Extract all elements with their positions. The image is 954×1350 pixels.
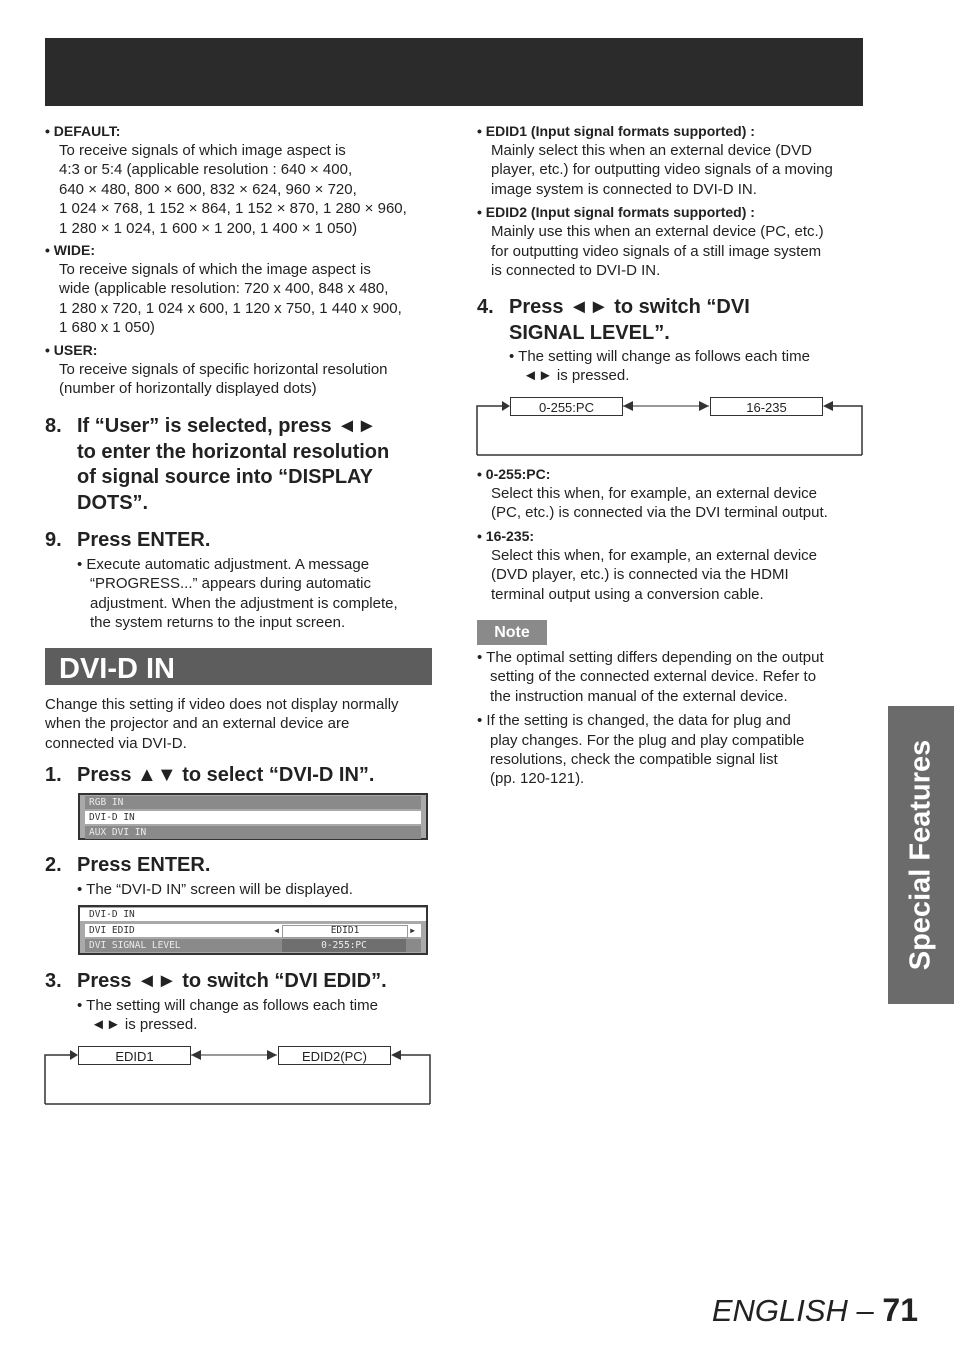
right-column-top bbox=[477, 122, 867, 280]
edid1-text: Mainly select this when an external device (DVD player, etc.) for outputting video signals of a moving image system is connected to DVI-D IN. bbox=[491, 142, 833, 198]
video-heading: • 16-235: bbox=[477, 527, 867, 546]
user-text: To receive signals of specific horizontal resolution (number of horizontally displayed dots) bbox=[59, 360, 388, 398]
input-menu-screen bbox=[78, 793, 428, 840]
right-column-mid bbox=[477, 465, 867, 604]
side-tab-label: Special Features bbox=[904, 739, 937, 971]
step-4-note: • The setting will change as follows each time ◄► is pressed. bbox=[509, 348, 810, 385]
menu-item-rgb-in[interactable]: RGB IN bbox=[85, 796, 421, 809]
dvi-edid-value: EDID1 bbox=[282, 925, 408, 938]
screen-title: DVI-D IN bbox=[80, 908, 426, 921]
left-column bbox=[45, 122, 440, 398]
step-4: 4. Press ◄► to switch “DVI SIGNAL LEVEL”. bbox=[477, 296, 750, 344]
side-tab[interactable] bbox=[888, 706, 954, 1004]
right-arrow-icon[interactable]: ▸ bbox=[409, 923, 417, 937]
edid2-text: Mainly use this when an external device (PC, etc.) for outputting video signals of a still image system is connected to DVI-D IN. bbox=[491, 223, 824, 280]
default-text: To receive signals of which image aspect is 4:3 or 5:4 (applicable resolution : 640 × 400, 640 × 480, 800 × 600, 832 × 624, 960 × 720, 1 024 × 768, 1 152 × 864, 1 152 × 870, 1 280 × 960, 1 280 × 1 024, 1 600 × 1 200, 1 400 × 1 050) bbox=[59, 142, 407, 237]
step-9-note: • Execute automatic adjustment. A message “PROGRESS...” appears during automatic adjustment. When the adjustment is complete, the system returns to the input screen. bbox=[77, 556, 398, 632]
language-label: ENGLISH bbox=[711, 1293, 848, 1328]
flow-box-edid1: EDID1 bbox=[78, 1046, 191, 1065]
step-1: 1. Press ▲▼ to select “DVI-D IN”. bbox=[45, 764, 375, 786]
menu-item-aux-dvi-in[interactable]: AUX DVI IN bbox=[85, 826, 421, 839]
step-3: 3. Press ◄► to switch “DVI EDID”. bbox=[45, 970, 387, 992]
video-text: Select this when, for example, an external device (DVD player, etc.) is connected via the HDMI terminal output using a conversion cable. bbox=[491, 546, 818, 603]
header-bar bbox=[45, 38, 863, 106]
wide-text: To receive signals of which the image aspect is wide (applicable resolution: 720 x 400, 848 x 480, 1 280 x 720, 1 024 x 600, 1 120 x 750, 1 440 x 900, 1 680 x 1 050) bbox=[59, 261, 402, 337]
flow-box-edid2: EDID2(PC) bbox=[278, 1046, 391, 1065]
dvi-signal-level-value: 0-255:PC bbox=[282, 939, 406, 952]
dvi-signal-level-row[interactable]: DVI SIGNAL LEVEL 0-255:PC bbox=[85, 939, 421, 952]
user-heading: • USER: bbox=[45, 341, 440, 360]
note-item-1: • The optimal setting differs depending on the output setting of the connected external device. Refer to the instruction manual of the external device. bbox=[477, 649, 824, 705]
dvi-d-in-screen bbox=[78, 905, 428, 955]
pc-heading: • 0-255:PC: bbox=[477, 465, 867, 484]
page-number: 71 bbox=[882, 1292, 918, 1328]
step-2: 2. Press ENTER. bbox=[45, 854, 211, 876]
wide-heading: • WIDE: bbox=[45, 241, 440, 260]
page-footer bbox=[712, 1292, 918, 1329]
section-title: DVI-D IN bbox=[45, 648, 432, 685]
note-list bbox=[477, 648, 867, 789]
edid2-heading: • EDID2 (Input signal formats supported) : bbox=[477, 203, 867, 222]
step-2-note: • The “DVI-D IN” screen will be displayed. bbox=[77, 881, 353, 898]
left-arrow-icon[interactable]: ◂ bbox=[273, 923, 281, 937]
default-heading: • DEFAULT: bbox=[45, 122, 440, 141]
flow-box-0-255-pc: 0-255:PC bbox=[510, 397, 623, 416]
note-label: Note bbox=[477, 620, 547, 645]
edid1-heading: • EDID1 (Input signal formats supported) : bbox=[477, 122, 867, 141]
menu-item-dvi-d-in[interactable]: DVI-D IN bbox=[85, 811, 421, 824]
pc-text: Select this when, for example, an external device (PC, etc.) is connected via the DVI terminal output. bbox=[491, 485, 828, 522]
note-item-2: • If the setting is changed, the data for plug and play changes. For the plug and play compatible resolutions, check the compatible signal list (pp. 120-121). bbox=[477, 712, 805, 788]
dvi-edid-row[interactable]: DVI EDID ◂ EDID1 ▸ bbox=[85, 924, 421, 937]
section-intro: Change this setting if video does not display normally when the projector and an external device are connected via DVI-D. bbox=[45, 696, 399, 752]
step-9: 9. Press ENTER. bbox=[45, 529, 211, 551]
footer-dash: – bbox=[847, 1293, 883, 1328]
step-3-note: • The setting will change as follows each time ◄► is pressed. bbox=[77, 997, 378, 1034]
step-8: 8. If “User” is selected, press ◄► to enter the horizontal resolution of signal source into “DISPLAY DOTS”. bbox=[45, 415, 390, 514]
flow-box-16-235: 16-235 bbox=[710, 397, 823, 416]
